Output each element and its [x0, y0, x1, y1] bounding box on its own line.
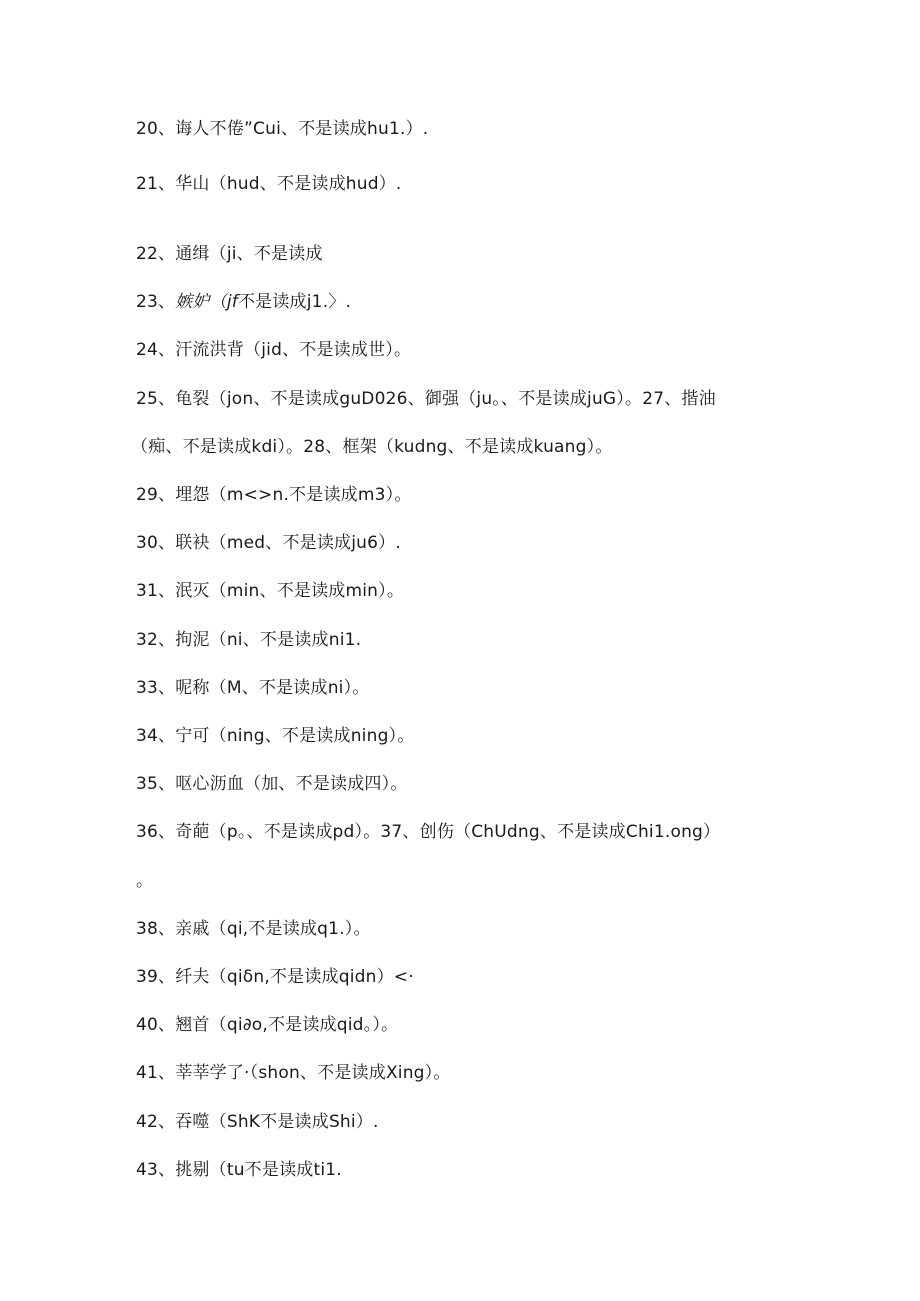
text-line: 39、纤夫（qiδn,不是读成qidn）<· — [136, 967, 414, 987]
text-line-italic-word: 嫉妒（jf — [175, 292, 238, 312]
text-line: 24、汗流洪背（jid、不是读成世）。 — [136, 340, 412, 360]
text-line: 29、埋怨（m<>n.不是读成m3）。 — [136, 485, 412, 505]
text-line: 30、联袂（med、不是读成ju6）. — [136, 533, 401, 553]
text-line: 38、亲戚（qi,不是读成q1.）。 — [136, 919, 371, 939]
text-line-prefix: 23、 — [136, 292, 176, 312]
text-line: 36、奇葩（p。、不是读成pd）。37、创伤（ChUdng、不是读成Chi1.ong） — [136, 822, 721, 842]
text-line: 40、翘首（qi∂o,不是读成qid。）。 — [136, 1015, 399, 1035]
text-line: 42、吞噬（ShK不是读成Shi）. — [136, 1112, 379, 1132]
text-line: 35、呕心沥血（加、不是读成四）。 — [136, 774, 408, 794]
text-line: 20、诲人不倦”Cui、不是读成hu1.）. — [136, 119, 429, 139]
text-line: 43、挑剔（tu不是读成ti1. — [136, 1160, 342, 1180]
text-line — [136, 291, 351, 313]
text-line: （痴、不是读成kdi）。28、框架（kudng、不是读成kuang）。 — [131, 437, 613, 457]
text-line-rest: 不是读成j1.〉. — [237, 292, 352, 312]
text-line: 33、呢称（M、不是读成ni）。 — [136, 678, 370, 698]
text-line: 。 — [136, 871, 154, 891]
text-line: 21、华山（hud、不是读成hud）. — [136, 174, 402, 194]
text-line: 22、通缉（ji、不是读成 — [136, 244, 323, 264]
text-line: 34、宁可（ning、不是读成ning）。 — [136, 726, 415, 746]
text-line: 31、泯灭（min、不是读成min）。 — [136, 581, 405, 601]
text-line: 41、莘莘学了·（shon、不是读成Xing）。 — [136, 1063, 451, 1083]
text-line: 25、龟裂（jon、不是读成guD026、御强（ju。、不是读成juG）。27、揩油 — [136, 389, 716, 409]
text-line: 32、拘泥（ni、不是读成ni1. — [136, 630, 362, 650]
